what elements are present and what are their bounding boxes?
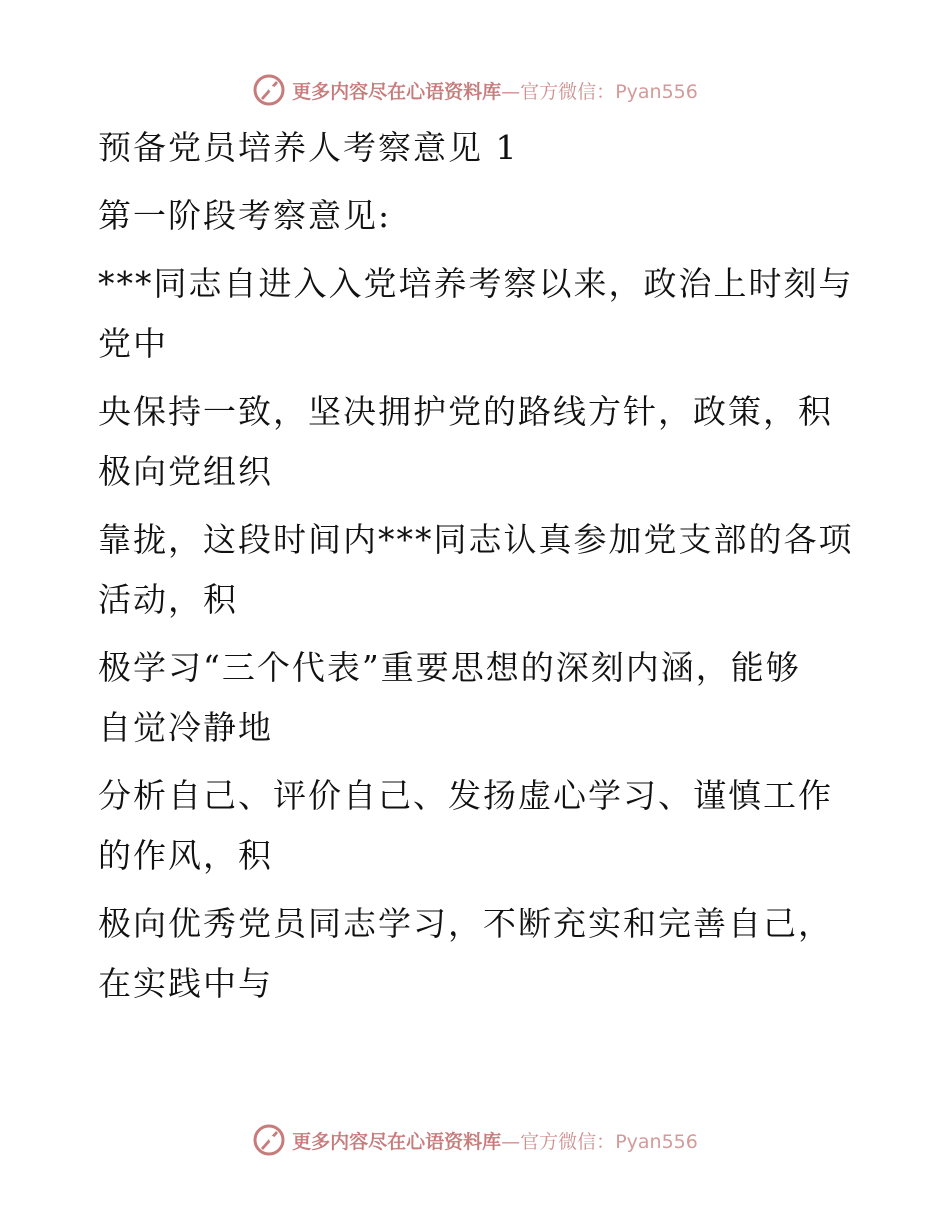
watermark-wechat-id: Pyan556 xyxy=(615,1130,698,1153)
paragraph-line: 靠拢，这段时间内***同志认真参加党支部的各项 xyxy=(98,520,854,559)
quill-logo-icon xyxy=(252,73,286,107)
paragraph-line: 极学习“三个代表”重要思想的深刻内涵，能够 xyxy=(98,648,801,687)
paragraph-line: 自觉冷静地 xyxy=(98,708,273,747)
paragraph-line: 活动，积 xyxy=(98,580,238,619)
paragraph-line: 在实践中与 xyxy=(98,964,273,1003)
paragraph-line: 分析自己、评价自己、发扬虚心学习、谨慎工作 xyxy=(98,776,833,815)
paragraph-line: ***同志自进入入党培养考察以来，政治上时刻与 xyxy=(98,264,854,303)
paragraph xyxy=(98,902,858,1006)
paragraph xyxy=(98,390,858,494)
watermark-wechat-id: Pyan556 xyxy=(615,80,698,103)
header-watermark xyxy=(0,70,950,110)
watermark-brand: 更多内容尽在心语资料库 xyxy=(292,1130,502,1153)
watermark-suffix: —官方微信： xyxy=(501,1130,616,1153)
watermark-text xyxy=(292,77,698,104)
watermark-brand: 更多内容尽在心语资料库 xyxy=(292,80,502,103)
watermark-suffix: —官方微信： xyxy=(501,80,616,103)
quill-logo-icon xyxy=(252,1123,286,1157)
paragraph-line: 极向党组织 xyxy=(98,452,273,491)
watermark-text xyxy=(292,1127,698,1154)
paragraph xyxy=(98,518,858,622)
paragraph xyxy=(98,262,858,366)
paragraph xyxy=(98,774,858,878)
paragraph xyxy=(98,646,858,750)
document-body xyxy=(98,120,858,1006)
paragraph-line: 党中 xyxy=(98,324,168,363)
section-heading: 第一阶段考察意见: xyxy=(98,196,392,235)
footer-watermark xyxy=(0,1120,950,1160)
paragraph-line: 央保持一致，坚决拥护党的路线方针，政策，积 xyxy=(98,392,833,431)
paragraph-line: 的作风，积 xyxy=(98,836,273,875)
paragraph-line: 极向优秀党员同志学习，不断充实和完善自己， xyxy=(98,904,833,943)
document-title: 预备党员培养人考察意见 1 xyxy=(98,128,519,167)
